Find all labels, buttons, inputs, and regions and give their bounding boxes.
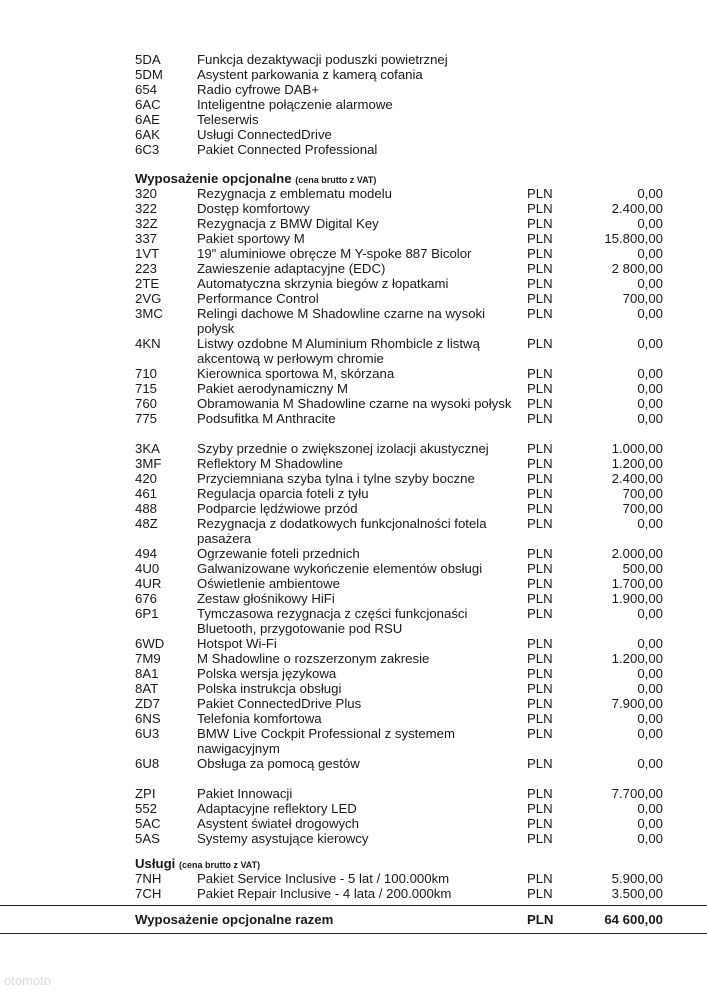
list-item (0, 871, 707, 886)
item-currency: PLN (527, 516, 553, 531)
item-description: Podparcie lędźwiowe przód (197, 501, 358, 516)
item-description: Pakiet aerodynamiczny M (197, 381, 348, 396)
item-description: Tymczasowa rezygnacja z części funkcjonaści Bluetooth, przygotowanie pod RSU (197, 606, 468, 636)
item-description: Reflektory M Shadowline (197, 456, 343, 471)
item-currency: PLN (527, 801, 553, 816)
item-currency: PLN (527, 396, 553, 411)
item-description: Regulacja oparcia foteli z tyłu (197, 486, 369, 501)
item-price: 7.700,00 (611, 786, 663, 801)
item-code: 1VT (135, 246, 160, 261)
item-currency: PLN (527, 651, 553, 666)
item-currency: PLN (527, 831, 553, 846)
item-price: 0,00 (637, 396, 663, 411)
item-code: 320 (135, 186, 158, 201)
item-code: 6AK (135, 127, 160, 142)
list-item (0, 366, 707, 381)
item-description: Asystent parkowania z kamerą cofania (197, 67, 423, 82)
item-code: 337 (135, 231, 158, 246)
item-description: Pakiet ConnectedDrive Plus (197, 696, 362, 711)
item-currency: PLN (527, 276, 553, 291)
item-code: 5AS (135, 831, 160, 846)
item-description: Usługi ConnectedDrive (197, 127, 332, 142)
item-code: 760 (135, 396, 158, 411)
item-description: M Shadowline o rozszerzonym zakresie (197, 651, 430, 666)
item-currency: PLN (527, 576, 553, 591)
optional-note: (cena brutto z VAT) (295, 175, 377, 185)
item-code: 552 (135, 801, 158, 816)
list-item (0, 786, 707, 801)
item-currency: PLN (527, 366, 553, 381)
item-currency: PLN (527, 726, 553, 741)
list-item (0, 97, 707, 112)
list-item (0, 816, 707, 831)
item-code: ZPI (135, 786, 156, 801)
optional-section-header (0, 171, 707, 186)
item-price: 700,00 (622, 501, 663, 516)
item-price: 0,00 (637, 366, 663, 381)
item-code: 6WD (135, 636, 165, 651)
list-item (0, 82, 707, 97)
item-description: Zestaw głośnikowy HiFi (197, 591, 335, 606)
item-code: 6NS (135, 711, 161, 726)
item-currency: PLN (527, 486, 553, 501)
item-currency: PLN (527, 606, 553, 621)
item-price: 500,00 (622, 561, 663, 576)
list-item (0, 112, 707, 127)
item-currency: PLN (527, 291, 553, 306)
item-code: 488 (135, 501, 158, 516)
item-currency: PLN (527, 681, 553, 696)
optional-equipment-list (0, 186, 707, 846)
item-code: 6P1 (135, 606, 159, 621)
list-item (0, 886, 707, 901)
item-description: Podsufitka M Anthracite (197, 411, 336, 426)
item-currency: PLN (527, 186, 553, 201)
item-code: 2TE (135, 276, 160, 291)
item-code: 654 (135, 82, 158, 97)
item-price: 2.400,00 (611, 201, 663, 216)
list-item (0, 576, 707, 591)
services-title: Usługi (135, 856, 176, 871)
item-description: Adaptacyjne reflektory LED (197, 801, 357, 816)
services-section-header (0, 856, 707, 871)
item-price: 0,00 (637, 381, 663, 396)
item-description: Ogrzewanie foteli przednich (197, 546, 360, 561)
item-description: Oświetlenie ambientowe (197, 576, 340, 591)
watermark: otomoto (4, 973, 51, 988)
item-currency: PLN (527, 201, 553, 216)
list-item (0, 306, 707, 336)
item-currency: PLN (527, 246, 553, 261)
item-description: Pakiet Service Inclusive - 5 lat / 100.000km (197, 871, 450, 886)
item-currency: PLN (527, 696, 553, 711)
list-item (0, 201, 707, 216)
item-description: Kierownica sportowa M, skórzana (197, 366, 395, 381)
item-price: 2.400,00 (611, 471, 663, 486)
item-code: 710 (135, 366, 158, 381)
item-description: Polska instrukcja obsługi (197, 681, 342, 696)
list-item (0, 67, 707, 82)
item-currency: PLN (527, 261, 553, 276)
item-currency: PLN (527, 501, 553, 516)
item-description: Polska wersja językowa (197, 666, 337, 681)
item-price: 1.700,00 (611, 576, 663, 591)
item-currency: PLN (527, 306, 553, 321)
item-currency: PLN (527, 231, 553, 246)
item-description: Obramowania M Shadowline czarne na wysoki połysk (197, 396, 512, 411)
item-code: 5AC (135, 816, 161, 831)
item-description: Telefonia komfortowa (197, 711, 322, 726)
item-currency: PLN (527, 871, 553, 886)
item-price: 700,00 (622, 291, 663, 306)
item-currency: PLN (527, 816, 553, 831)
item-code: 3MC (135, 306, 163, 321)
services-note: (cena brutto z VAT) (178, 860, 261, 870)
item-currency: PLN (527, 711, 553, 726)
list-item (0, 246, 707, 261)
item-description: Pakiet Connected Professional (197, 142, 378, 157)
item-price: 2.000,00 (611, 546, 663, 561)
item-description: BMW Live Cockpit Professional z systemem nawigacyjnym (197, 726, 455, 756)
item-currency: PLN (527, 636, 553, 651)
optional-title: Wyposażenie opcjonalne (135, 171, 292, 186)
item-description: Systemy asystujące kierowcy (197, 831, 369, 846)
item-description: Szyby przednie o zwiększonej izolacji akustycznej (197, 441, 489, 456)
item-price: 7.900,00 (611, 696, 663, 711)
item-description: Radio cyfrowe DAB+ (197, 82, 320, 97)
list-item (0, 52, 707, 67)
item-description: Inteligentne połączenie alarmowe (197, 97, 393, 112)
item-code: 6U8 (135, 756, 160, 771)
list-item (0, 636, 707, 651)
item-description: Pakiet Repair Inclusive - 4 lata / 200.000km (197, 886, 452, 901)
total-label: Wyposażenie opcjonalne razem (135, 912, 334, 927)
item-description: Performance Control (197, 291, 319, 306)
list-item (0, 606, 707, 636)
total-currency: PLN (527, 912, 554, 927)
item-price: 15.800,00 (604, 231, 663, 246)
item-currency: PLN (527, 381, 553, 396)
item-code: 8AT (135, 681, 159, 696)
list-item (0, 186, 707, 201)
item-code: 775 (135, 411, 158, 426)
item-price: 0,00 (637, 336, 663, 351)
item-description: Hotspot Wi-Fi (197, 636, 277, 651)
item-price: 0,00 (637, 666, 663, 681)
list-item (0, 127, 707, 142)
item-code: ZD7 (135, 696, 160, 711)
item-currency: PLN (527, 786, 553, 801)
standard-equipment-list (0, 52, 707, 157)
list-item (0, 381, 707, 396)
item-code: 3MF (135, 456, 162, 471)
item-price: 0,00 (637, 516, 663, 531)
item-description: Pakiet sportowy M (197, 231, 305, 246)
item-price: 0,00 (637, 276, 663, 291)
list-item (0, 831, 707, 846)
item-description: Galwanizowane wykończenie elementów obsługi (197, 561, 483, 576)
item-price: 0,00 (637, 636, 663, 651)
item-currency: PLN (527, 886, 553, 901)
item-currency: PLN (527, 336, 553, 351)
list-item (0, 726, 707, 756)
item-code: 715 (135, 381, 158, 396)
item-code: 676 (135, 591, 158, 606)
item-code: 4U0 (135, 561, 160, 576)
list-item (0, 546, 707, 561)
item-price: 0,00 (637, 816, 663, 831)
item-description: Asystent świateł drogowych (197, 816, 359, 831)
item-price: 1.200,00 (611, 456, 663, 471)
item-code: 322 (135, 201, 158, 216)
item-code: 48Z (135, 516, 158, 531)
item-code: 4KN (135, 336, 161, 351)
document (0, 52, 707, 934)
item-price: 2 800,00 (611, 261, 663, 276)
item-price: 0,00 (637, 246, 663, 261)
list-item (0, 696, 707, 711)
list-item (0, 756, 707, 771)
item-price: 0,00 (637, 681, 663, 696)
item-price: 0,00 (637, 411, 663, 426)
item-code: 420 (135, 471, 158, 486)
list-item (0, 681, 707, 696)
total-row (0, 905, 707, 934)
item-description: Relingi dachowe M Shadowline czarne na wysoki połysk (197, 306, 486, 336)
item-price: 0,00 (637, 726, 663, 741)
item-description: Zawieszenie adaptacyjne (EDC) (197, 261, 386, 276)
item-code: 7CH (135, 886, 162, 901)
item-currency: PLN (527, 546, 553, 561)
item-price: 0,00 (637, 606, 663, 621)
item-code: 5DA (135, 52, 161, 67)
item-price: 0,00 (637, 831, 663, 846)
item-currency: PLN (527, 756, 553, 771)
list-item (0, 276, 707, 291)
list-item (0, 516, 707, 546)
item-description: Pakiet Innowacji (197, 786, 293, 801)
item-code: 32Z (135, 216, 158, 231)
item-code: 4UR (135, 576, 162, 591)
item-currency: PLN (527, 666, 553, 681)
item-code: 7NH (135, 871, 162, 886)
item-code: 6AE (135, 112, 160, 127)
item-currency: PLN (527, 471, 553, 486)
item-currency: PLN (527, 591, 553, 606)
group-spacer (0, 426, 707, 441)
item-price: 0,00 (637, 711, 663, 726)
item-description: Obsługa za pomocą gestów (197, 756, 360, 771)
item-description: Teleserwis (197, 112, 259, 127)
list-item (0, 441, 707, 456)
item-price: 0,00 (637, 186, 663, 201)
item-code: 461 (135, 486, 158, 501)
item-price: 0,00 (637, 216, 663, 231)
list-item (0, 651, 707, 666)
list-item (0, 591, 707, 606)
item-code: 3KA (135, 441, 160, 456)
item-description: Listwy ozdobne M Aluminium Rhombicle z listwą akcentową w perłowym chromie (197, 336, 480, 366)
item-price: 1.900,00 (611, 591, 663, 606)
list-item (0, 336, 707, 366)
item-description: Funkcja dezaktywacji poduszki powietrznej (197, 52, 448, 67)
list-item (0, 142, 707, 157)
item-currency: PLN (527, 216, 553, 231)
group-spacer (0, 771, 707, 786)
item-price: 700,00 (622, 486, 663, 501)
item-description: Rezygnacja z BMW Digital Key (197, 216, 379, 231)
item-price: 0,00 (637, 306, 663, 321)
list-item (0, 411, 707, 426)
list-item (0, 456, 707, 471)
item-price: 0,00 (637, 801, 663, 816)
list-item (0, 666, 707, 681)
item-description: Automatyczna skrzynia biegów z łopatkami (197, 276, 449, 291)
list-item (0, 231, 707, 246)
item-code: 494 (135, 546, 158, 561)
list-item (0, 801, 707, 816)
item-price: 0,00 (637, 756, 663, 771)
services-list (0, 871, 707, 901)
item-code: 6U3 (135, 726, 160, 741)
list-item (0, 501, 707, 516)
list-item (0, 291, 707, 306)
item-currency: PLN (527, 456, 553, 471)
list-item (0, 396, 707, 411)
item-code: 7M9 (135, 651, 161, 666)
item-code: 8A1 (135, 666, 159, 681)
item-currency: PLN (527, 411, 553, 426)
item-price: 1.000,00 (611, 441, 663, 456)
item-price: 5.900,00 (611, 871, 663, 886)
list-item (0, 711, 707, 726)
item-currency: PLN (527, 561, 553, 576)
item-price: 1.200,00 (611, 651, 663, 666)
item-description: Dostęp komfortowy (197, 201, 310, 216)
item-description: Rezygnacja z dodatkowych funkcjonalności fotela pasażera (197, 516, 487, 546)
item-code: 6AC (135, 97, 161, 112)
item-description: Przyciemniana szyba tylna i tylne szyby boczne (197, 471, 475, 486)
item-code: 223 (135, 261, 158, 276)
item-code: 5DM (135, 67, 163, 82)
list-item (0, 561, 707, 576)
total-price: 64 600,00 (604, 912, 663, 927)
item-price: 3.500,00 (611, 886, 663, 901)
item-currency: PLN (527, 441, 553, 456)
item-description: 19" aluminiowe obręcze M Y-spoke 887 Bicolor (197, 246, 472, 261)
list-item (0, 471, 707, 486)
item-code: 6C3 (135, 142, 160, 157)
list-item (0, 486, 707, 501)
item-description: Rezygnacja z emblematu modelu (197, 186, 392, 201)
list-item (0, 261, 707, 276)
item-code: 2VG (135, 291, 162, 306)
list-item (0, 216, 707, 231)
